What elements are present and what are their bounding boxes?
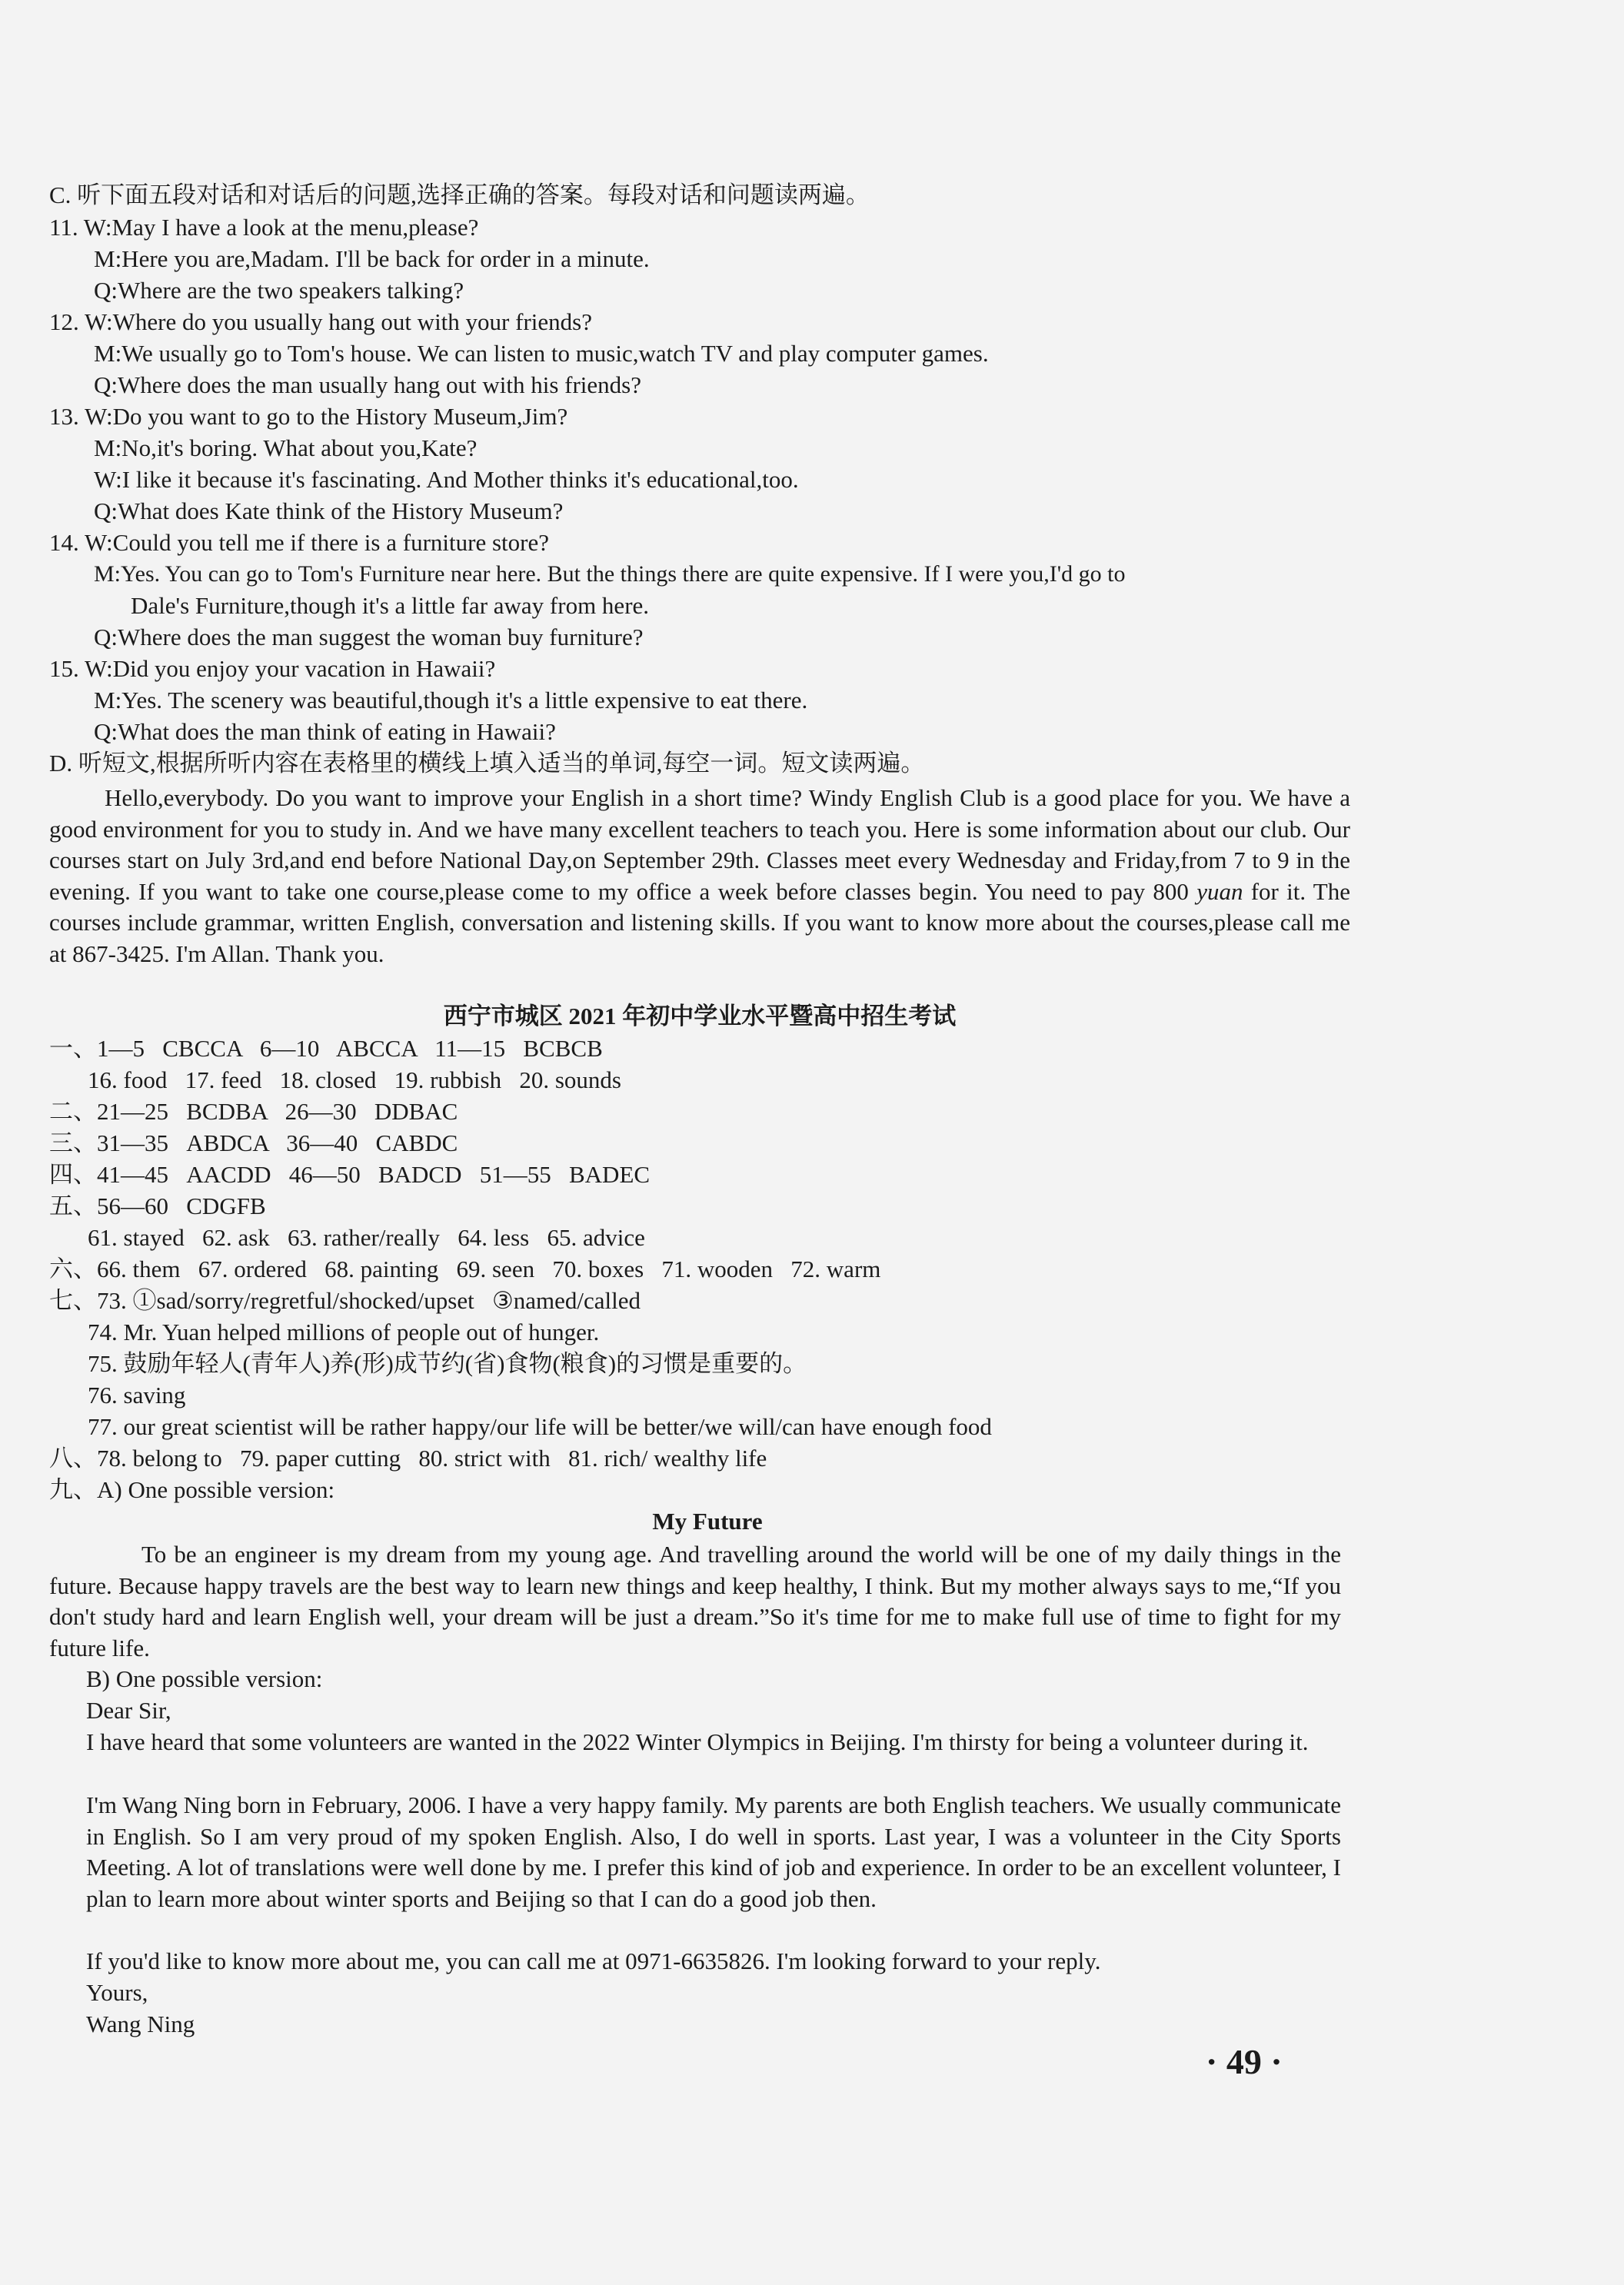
- page-number: · 49 ·: [1206, 2042, 1283, 2081]
- essay-a-text: To be an engineer is my dream from my young age. And travelling around the world will be one of my daily things in the future. Because happy travels are the best way to learn new things and keep healthy, I think. But my mother always says to me,“If you don't study hard and learn English well, your dream will be just a dream.”So it's time for me to make full use of time to fight for my future life.: [49, 1541, 1341, 1661]
- answer-line: 九、A) One possible version:: [49, 1476, 335, 1503]
- dialogue-line: Q:Where does the man usually hang out with his friends?: [94, 371, 641, 398]
- section-c-heading: C. 听下面五段对话和对话后的问题,选择正确的答案。每段对话和问题读两遍。: [49, 181, 870, 208]
- dialogue-line: Dale's Furniture,though it's a little far away from here.: [131, 592, 650, 619]
- dialogue-line: 12. W:Where do you usually hang out with your friends?: [49, 308, 592, 335]
- dialogue-line: Q:Where are the two speakers talking?: [94, 277, 464, 304]
- answer-line: 61. stayed 62. ask 63. rather/really 64. less 65. advice: [88, 1224, 645, 1251]
- dialogue-line: M:Yes. The scenery was beautiful,though it's a little expensive to eat there.: [94, 687, 808, 713]
- dialogue-line: M:Here you are,Madam. I'll be back for order in a minute.: [94, 245, 650, 272]
- letter-paragraph-3: If you'd like to know more about me, you can call me at 0971-6635826. I'm looking forward to your reply.: [86, 1947, 1101, 1974]
- letter-signature: Wang Ning: [86, 2011, 195, 2037]
- dialogue-line: Q:What does the man think of eating in Hawaii?: [94, 718, 556, 745]
- dialogue-line: 13. W:Do you want to go to the History Museum,Jim?: [49, 403, 568, 430]
- dialogue-line: M:Yes. You can go to Tom's Furniture near here. But the things there are quite expensive. If I were you,I'd go to: [94, 561, 1126, 587]
- passage-text-a: Hello,everybody. Do you want to improve your English in a short time? Windy English Club is a good place for you. We have a good environment for you to study in. And we have many excellent teachers to teach you. Here is some information about our club. Our courses start on July 3rd,and end before National Day,on September 29th. Classes meet every Wednesday and Friday,from 7 to 9 in the evening. If you want to take one course,please come to my office a week before classes begin. You need to pay 800: [49, 784, 1350, 905]
- answer-line: 一、1—5 CBCCA 6—10 ABCCA 11—15 BCBCB: [49, 1035, 603, 1062]
- essay-title: My Future: [652, 1508, 763, 1535]
- answer-line: 四、41—45 AACDD 46—50 BADCD 51—55 BADEC: [49, 1161, 651, 1188]
- listening-passage: [49, 783, 1350, 970]
- dialogue-line: 11. W:May I have a look at the menu,please?: [49, 214, 479, 241]
- dialogue-line: 15. W:Did you enjoy your vacation in Hawaii?: [49, 655, 496, 682]
- dialogue-line: M:We usually go to Tom's house. We can listen to music,watch TV and play computer games.: [94, 340, 989, 367]
- dialogue-line: W:I like it because it's fascinating. And Mother thinks it's educational,too.: [94, 466, 799, 493]
- letter-closing: Yours,: [86, 1979, 148, 2006]
- answer-line: 七、73. ①sad/sorry/regretful/shocked/upset ③named/called: [49, 1287, 641, 1314]
- answer-line: 八、78. belong to 79. paper cutting 80. strict with 81. rich/ wealthy life: [49, 1445, 767, 1472]
- answer-line: 76. saving: [88, 1382, 186, 1409]
- letter-paragraph-2: I'm Wang Ning born in February, 2006. I have a very happy family. My parents are both English teachers. We usually communicate in English. So I am very proud of my spoken English. Also, I do well in sports. Last year, I was a volunteer in the City Sports Meeting. A lot of translations were well done by me. I prefer this kind of job and experience. In order to be an excellent volunteer, I plan to learn more about winter sports and Beijing so that I can do a good job then.: [86, 1791, 1341, 1912]
- dialogue-line: Q:What does Kate think of the History Museum?: [94, 497, 564, 524]
- passage-text-b: for it. The courses include grammar, written English, conversation and listening skills. If you want to know more about the courses,please call me at 867-3425. I'm Allan. Thank you.: [49, 877, 1350, 967]
- answer-line: 六、66. them 67. ordered 68. painting 69. seen 70. boxes 71. wooden 72. warm: [49, 1256, 881, 1282]
- essay-b-label: B) One possible version:: [86, 1665, 323, 1692]
- answer-line: 五、56—60 CDGFB: [49, 1192, 266, 1219]
- answer-line: 75. 鼓励年轻人(青年人)养(形)成节约(省)食物(粮食)的习惯是重要的。: [88, 1350, 807, 1377]
- answer-line: 二、21—25 BCDBA 26—30 DDBAC: [49, 1098, 458, 1125]
- dialogue-line: 14. W:Could you tell me if there is a furniture store?: [49, 529, 549, 556]
- letter-greeting: Dear Sir,: [86, 1697, 171, 1724]
- exam-title: 西宁市城区 2021 年初中学业水平暨高中招生考试: [443, 1003, 957, 1029]
- answer-line: 三、31—35 ABDCA 36—40 CABDC: [49, 1129, 458, 1156]
- dialogue-line: M:No,it's boring. What about you,Kate?: [94, 434, 478, 461]
- dialogue-line: Q:Where does the man suggest the woman buy furniture?: [94, 624, 644, 650]
- section-d-heading: D. 听短文,根据所听内容在表格里的横线上填入适当的单词,每空一词。短文读两遍。: [49, 750, 925, 777]
- passage-italic: yuan: [1196, 877, 1243, 905]
- answer-line: 77. our great scientist will be rather happy/our life will be better/we will/can have enough food: [88, 1413, 992, 1440]
- answer-line: 74. Mr. Yuan helped millions of people out of hunger.: [88, 1319, 600, 1345]
- answer-line: 16. food 17. feed 18. closed 19. rubbish 20. sounds: [88, 1066, 621, 1093]
- letter-paragraph-1: I have heard that some volunteers are wanted in the 2022 Winter Olympics in Beijing. I'm thirsty for being a volunteer during it.: [86, 1728, 1309, 1755]
